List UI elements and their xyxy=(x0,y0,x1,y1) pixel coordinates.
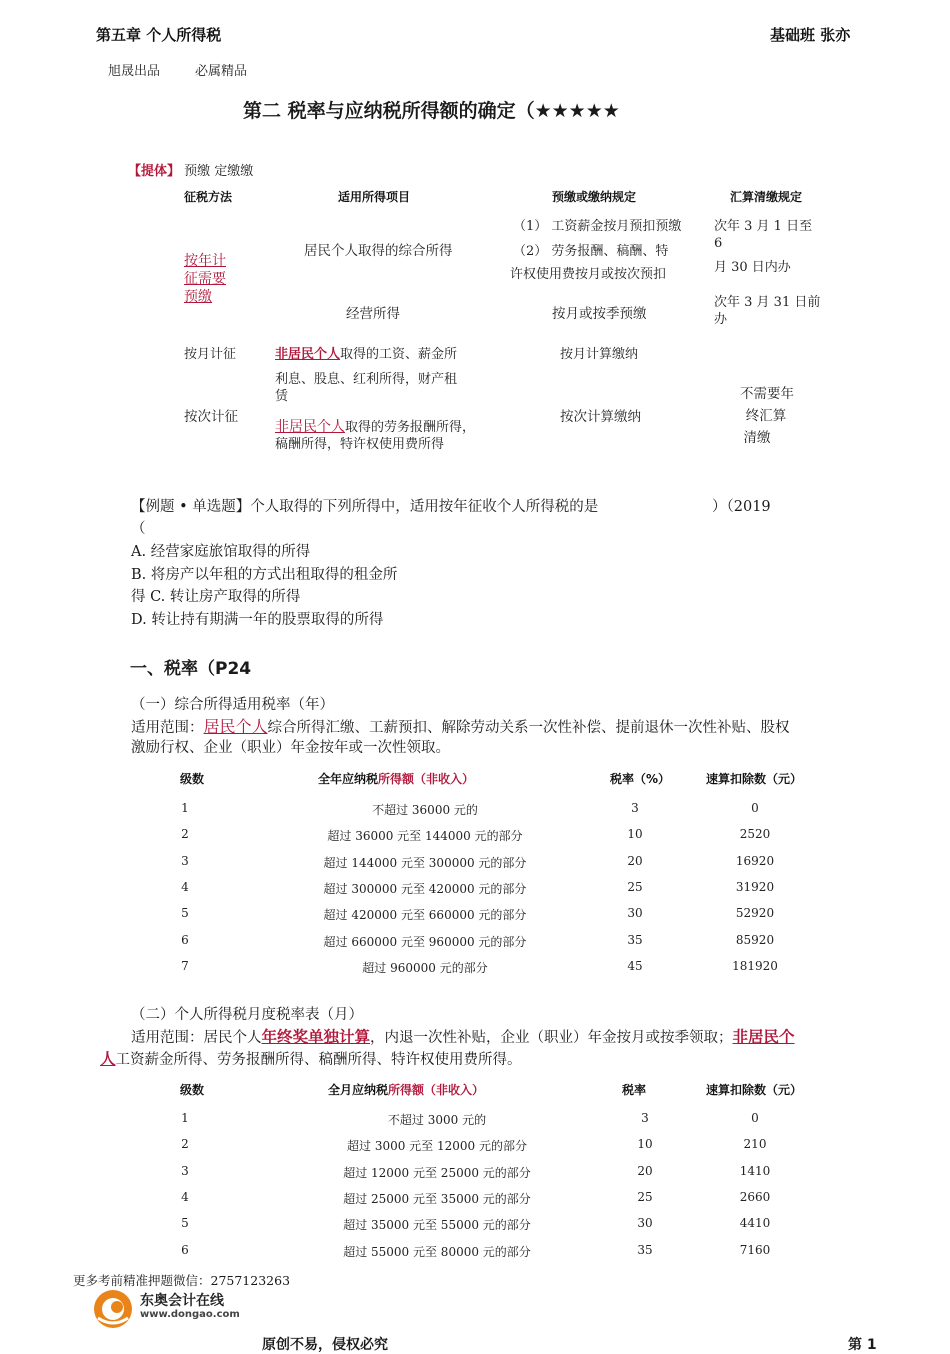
page-number: 第 1 xyxy=(848,1337,877,1353)
s2-scope: 适用范围：居民个人年终奖单独计算，内退一次性补贴，企业（职业）年金按月或按季领取；非居民个 xyxy=(131,1027,795,1046)
rate-income-range: 超过 12000 元至 25000 元的部分 xyxy=(343,1165,531,1180)
rate-percent: 3 xyxy=(631,801,639,815)
rate-income-range: 超过 420000 元至 660000 元的部分 xyxy=(323,908,527,923)
rate-income-range: 超过 144000 元至 300000 元的部分 xyxy=(323,855,527,870)
rate-percent: 45 xyxy=(627,958,643,973)
row1-item: 居民个人取得的综合所得 xyxy=(304,243,453,259)
row1-rule-3: 许权使用费按月或按次预扣 xyxy=(510,267,667,282)
rate-percent: 10 xyxy=(637,1137,653,1152)
rate-level: 2 xyxy=(181,1137,189,1152)
rate-deduction: 0 xyxy=(751,801,759,815)
rate-percent: 25 xyxy=(637,1189,653,1204)
t1-header-rule: 预缴或缴纳规定 xyxy=(552,190,637,204)
option-a: A. 经营家庭旅馆取得的所得 xyxy=(131,544,311,560)
dongao-logo-icon xyxy=(92,1288,134,1330)
row3-method: 按月计征 xyxy=(184,347,237,362)
rate-deduction: 85920 xyxy=(735,932,775,947)
rate-percent: 35 xyxy=(637,1242,653,1257)
rate-income-range: 超过 35000 元至 55000 元的部分 xyxy=(343,1218,531,1233)
rate-income-range: 不超过 3000 元的 xyxy=(387,1113,487,1127)
rate-deduction: 16920 xyxy=(735,853,775,868)
rate-level: 3 xyxy=(181,853,189,868)
rate-income-range: 超过 25000 元至 35000 元的部分 xyxy=(343,1191,531,1206)
note-line xyxy=(128,160,328,179)
rate-percent: 30 xyxy=(637,1216,653,1231)
rate-level: 4 xyxy=(181,879,189,894)
logo-name: 东奥会计在线 xyxy=(140,1293,224,1309)
rate-income-range: 超过 300000 元至 420000 元的部分 xyxy=(323,881,527,896)
rate-income-range: 超过 660000 元至 960000 元的部分 xyxy=(323,934,527,949)
rate-level: 6 xyxy=(181,932,189,947)
row1-settle-1: 次年 3 月 1 日至 6 xyxy=(714,219,813,251)
s2-header-rate: 税率 xyxy=(622,1083,647,1097)
row4-settle: 不需要年 终汇算 清缴 xyxy=(740,386,794,446)
s1-header-level: 级数 xyxy=(180,772,205,786)
rate-income-range: 不超过 36000 元的 xyxy=(372,803,478,817)
rate-deduction: 7160 xyxy=(739,1242,771,1257)
row4-rule: 按次计算缴纳 xyxy=(560,409,641,425)
row3-item: 非居民个人取得的工资、薪金所 xyxy=(275,347,458,362)
example-question: 【例题 • 单选题】个人取得的下列所得中，适用按年征收个人所得税的是 xyxy=(131,499,599,515)
rate-income-range: 超过 36000 元至 144000 元的部分 xyxy=(327,829,523,844)
t1-header-method: 征税方法 xyxy=(184,190,233,204)
rate-percent: 3 xyxy=(641,1111,649,1125)
s2-scope-2: 人工资薪金所得、劳务报酬所得、稿酬所得、特许权使用费所得。 xyxy=(100,1049,522,1068)
example-paren: （ xyxy=(131,521,146,537)
rate-deduction: 181920 xyxy=(732,958,778,973)
t1-header-item: 适用所得项目 xyxy=(338,190,411,204)
rate-level: 5 xyxy=(181,1216,189,1231)
rate-deduction: 0 xyxy=(751,1111,759,1125)
s1-scope-2: 激励行权、企业（职业）年金按年或一次性领取。 xyxy=(131,740,450,756)
s1-scope: 适用范围：居民个人综合所得汇缴、工薪预扣、解除劳动关系一次性补偿、提前退休一次性补贴、股权 xyxy=(131,717,790,736)
t1-header-settle: 汇算清缴规定 xyxy=(730,190,803,204)
s1-header-deduction: 速算扣除数（元） xyxy=(706,772,803,786)
note-text: 预缴 定缴缴 xyxy=(184,164,254,179)
rate-percent: 10 xyxy=(627,827,643,842)
s2-header-level: 级数 xyxy=(180,1083,205,1097)
chapter-header: 第五章 个人所得税 xyxy=(96,26,222,44)
s1-header-rate: 税率（%） xyxy=(610,772,671,786)
s2-title: （二）个人所得税月度税率表（月） xyxy=(131,1007,363,1023)
row2-item: 经营所得 xyxy=(346,306,400,322)
rate-level: 1 xyxy=(181,801,189,815)
rate-deduction: 4410 xyxy=(739,1216,771,1231)
rate-percent: 20 xyxy=(627,853,643,868)
rate-deduction: 2660 xyxy=(739,1189,771,1204)
row4-item-b: 非居民个人取得的劳务报酬所得， 稿酬所得，特许权使用费所得 xyxy=(275,419,476,452)
rate-level: 3 xyxy=(181,1163,189,1178)
row1-rule-1: （1） 工资薪金按月预扣预缴 xyxy=(513,219,682,234)
row4-item-a: 利息、股息、红利所得，财产租赁 xyxy=(275,372,458,404)
option-b-cont: 得 C. 转让房产取得的所得 xyxy=(131,589,301,605)
copyright-note: 原创不易，侵权必究 xyxy=(262,1337,388,1353)
rate-level: 5 xyxy=(181,906,189,921)
note-tag: 【提体】 xyxy=(128,164,181,179)
rate-deduction: 2520 xyxy=(739,827,771,842)
rate-level: 1 xyxy=(181,1111,189,1125)
rate-deduction: 210 xyxy=(743,1137,767,1152)
rate-percent: 35 xyxy=(627,932,643,947)
rate-level: 7 xyxy=(181,958,189,973)
row2-settle: 次年 3 月 31 日前办 xyxy=(714,295,821,327)
rate-percent: 25 xyxy=(627,879,643,894)
s1-header-income: 全年应纳税所得额（非收入） xyxy=(318,772,475,786)
rate-level: 4 xyxy=(181,1189,189,1204)
class-header: 基础班 张亦 xyxy=(770,26,851,44)
annual-method-label: 按年计 征需要 预缴 xyxy=(184,253,226,305)
rate-heading: 一、税率（P24 xyxy=(130,659,252,679)
option-b: B. 将房产以年租的方式出租取得的租金所 xyxy=(131,567,398,583)
rate-deduction: 31920 xyxy=(735,879,775,894)
slogan-label: 必属精品 xyxy=(195,64,248,79)
rate-income-range: 超过 3000 元至 12000 元的部分 xyxy=(347,1139,527,1154)
rate-level: 2 xyxy=(181,827,189,842)
publisher-label: 旭晟出品 xyxy=(108,64,161,79)
option-d: D. 转让持有期满一年的股票取得的所得 xyxy=(131,612,384,628)
row1-settle-2: 月 30 日内办 xyxy=(714,260,791,275)
rate-income-range: 超过 960000 元的部分 xyxy=(362,960,488,975)
rate-level: 6 xyxy=(181,1242,189,1257)
s2-header-deduction: 速算扣除数（元） xyxy=(706,1083,803,1097)
example-question-tail: ）（2019 xyxy=(712,499,771,515)
rate-percent: 20 xyxy=(637,1163,653,1178)
wechat-note: 更多考前精准押题微信：2757123263 xyxy=(73,1273,291,1288)
row2-rule: 按月或按季预缴 xyxy=(552,306,647,322)
row3-rule: 按月计算缴纳 xyxy=(560,347,639,362)
rate-income-range: 超过 55000 元至 80000 元的部分 xyxy=(343,1244,531,1259)
rate-percent: 30 xyxy=(627,906,643,921)
s2-header-income: 全月应纳税所得额（非收入） xyxy=(328,1083,485,1097)
rate-deduction: 1410 xyxy=(739,1163,771,1178)
s1-title: （一）综合所得适用税率（年） xyxy=(131,697,334,713)
section-title: 第二 税率与应纳税所得额的确定（★★★★★ xyxy=(243,100,620,122)
row4-method: 按次计征 xyxy=(184,409,238,425)
row1-rule-2: （2） 劳务报酬、稿酬、特 xyxy=(513,244,669,259)
rate-deduction: 52920 xyxy=(735,906,775,921)
logo-url: www.dongao.com xyxy=(140,1309,240,1320)
